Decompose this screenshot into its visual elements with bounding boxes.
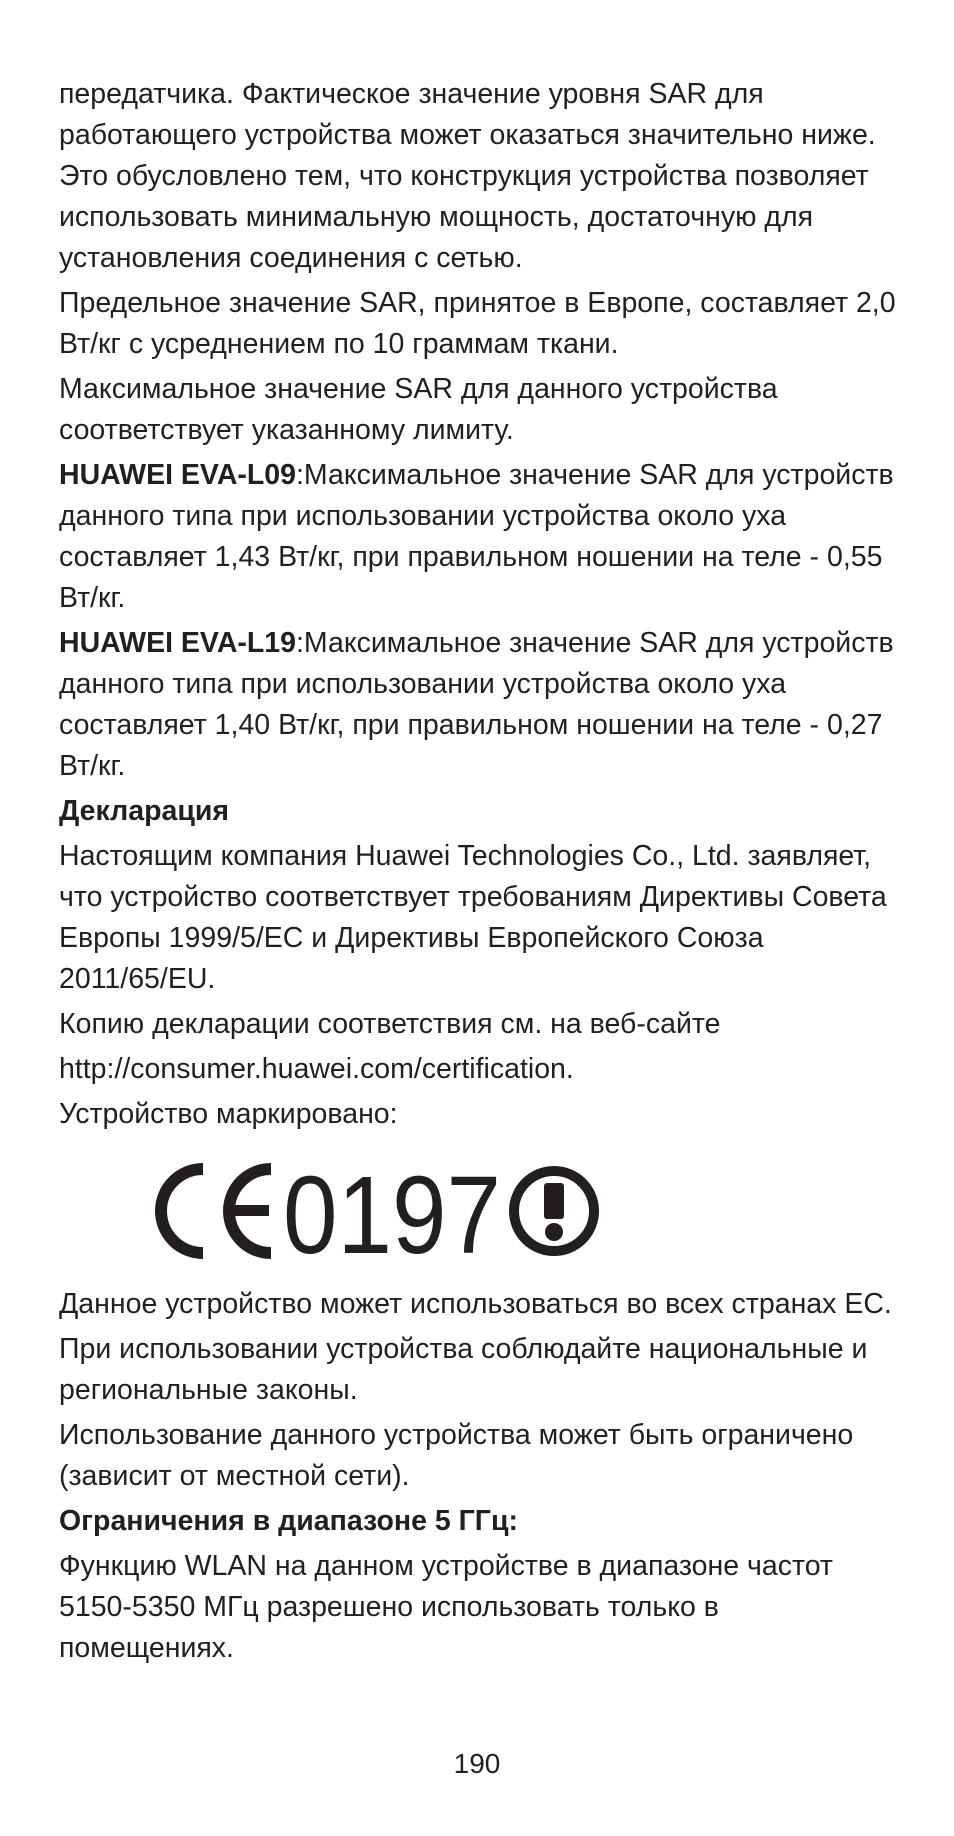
band-paragraph: Функцию WLAN на данном устройстве в диапазоне частот 5150-5350 МГц разрешено использовать только в помещениях. xyxy=(59,1550,833,1664)
marked-paragraph: Устройство маркировано: xyxy=(59,1098,398,1130)
model-l09-text: :Максимальное значение SAR для устройств данного типа при использовании устройства около уха составляет 1,43 Вт/кг, при правильном ношении на теле - 0,55 Вт/кг. xyxy=(59,459,894,614)
declaration-url: http://consumer.huawei.com/certification. xyxy=(59,1053,574,1085)
network-limit-paragraph: Использование данного устройства может быть ограничено (зависит от местной сети). xyxy=(59,1419,854,1492)
document-page xyxy=(59,74,899,1673)
notified-body-number: 0197 xyxy=(283,1161,501,1261)
band-heading: Ограничения в диапазоне 5 ГГц: xyxy=(59,1505,518,1537)
ce-marking xyxy=(59,1139,899,1284)
model-l09-name: HUAWEI EVA-L09 xyxy=(59,459,297,491)
eu-use-paragraph: Данное устройство может использоваться во всех странах ЕС. xyxy=(59,1288,892,1320)
declaration-paragraph: Настоящим компания Huawei Technologies Co., Ltd. заявляет, что устройство соответствует требованиям Директивы Совета Европы 1999/5/EC и Директивы Европейского Союза 2011/65/EU. xyxy=(59,840,887,995)
sar-limit-paragraph: Предельное значение SAR, принятое в Европе, составляет 2,0 Вт/кг с усреднением по 10 граммам ткани. xyxy=(59,287,896,360)
sar-max-paragraph: Максимальное значение SAR для данного устройства соответствует указанному лимиту. xyxy=(59,373,778,446)
page-number: 190 xyxy=(453,1748,501,1779)
declaration-copy-paragraph: Копию декларации соответствия см. на веб-сайте xyxy=(59,1008,721,1040)
national-laws-paragraph: При использовании устройства соблюдайте национальные и региональные законы. xyxy=(59,1333,868,1406)
model-l19-text: :Максимальное значение SAR для устройств данного типа при использовании устройства около уха составляет 1,40 Вт/кг, при правильном ношении на теле - 0,27 Вт/кг. xyxy=(59,627,894,782)
model-l09-paragraph xyxy=(59,455,899,619)
declaration-heading: Декларация xyxy=(59,795,229,827)
model-l19-paragraph xyxy=(59,623,899,787)
model-l19-name: HUAWEI EVA-L19 xyxy=(59,627,297,659)
ce-mark-alert-icon xyxy=(147,1161,607,1261)
sar-intro-paragraph: передатчика. Фактическое значение уровня SAR для работающего устройства может оказаться значительно ниже. Это обусловлено тем, что конструкция устройства позволяет использовать минимальную мощность, достаточную для установления соединения с сетью. xyxy=(59,78,876,274)
